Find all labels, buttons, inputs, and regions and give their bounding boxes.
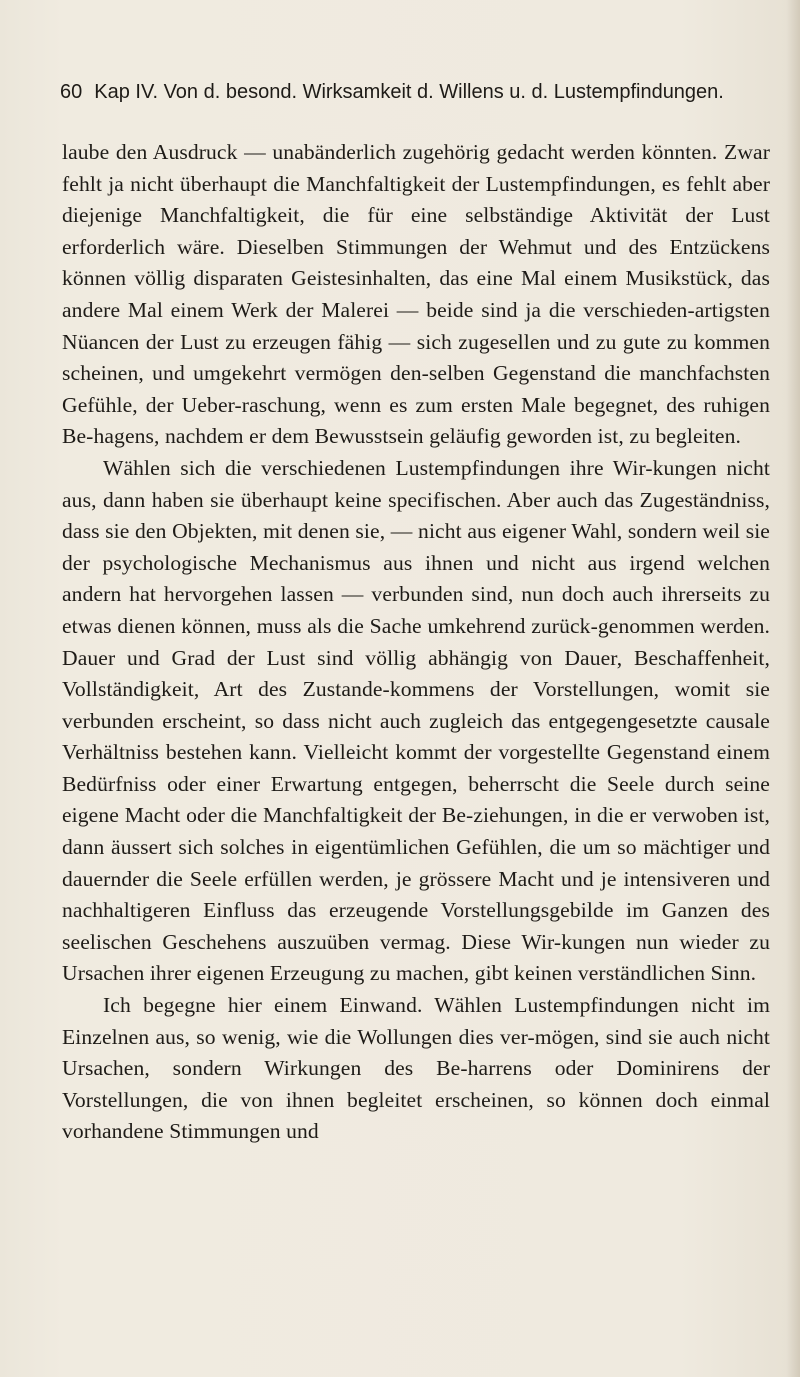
page-edge-shadow bbox=[786, 0, 800, 1377]
paragraph-2: Wählen sich die verschiedenen Lustempfindungen ihre Wir-kungen nicht aus, dann haben sie überhaupt keine specifischen. Aber auch das Zugeständniss, dass sie den Objekten, mit denen sie, — nicht aus eigener Wahl, sondern weil sie der psychologische Mechanismus aus ihnen und nicht aus irgend welchen andern hat hervorgehen lassen — verbunden sind, nun doch auch ihrerseits zu etwas dienen können, muss als die Sache umkehrend zurück-genommen werden. Dauer und Grad der Lust sind völlig abhängig von Dauer, Beschaffenheit, Vollständigkeit, Art des Zustande-kommens der Vorstellungen, womit sie verbunden erscheint, so dass nicht auch zugleich das entgegengesetzte causale Verhältniss bestehen kann. Vielleicht kommt der vorgestellte Gegenstand einem Bedürfniss oder einer Erwartung entgegen, beherrscht die Seele durch seine eigene Macht oder die Manchfaltigkeit der Be-ziehungen, in die er verwoben ist, dann äussert sich solches in eigentümlichen Gefühlen, die um so mächtiger und dauernder die Seele erfüllen werden, je grössere Macht und je intensiveren und nachhaltigeren Einfluss das erzeugende Vorstellungsgebilde im Ganzen des seelischen Geschehens auszuüben vermag. Diese Wir-kungen nun wieder zu Ursachen ihrer eigenen Erzeugung zu machen, gibt keinen verständlichen Sinn. bbox=[62, 455, 770, 986]
body-text bbox=[62, 137, 770, 1148]
running-header bbox=[60, 79, 795, 105]
page-number: 60 bbox=[60, 81, 83, 103]
paragraph-1: laube den Ausdruck — unabänderlich zugehörig gedacht werden könnten. Zwar fehlt ja nicht überhaupt die Manchfaltigkeit der Lustempfindungen, es fehlt aber diejenige Manchfaltigkeit, die für eine selbständige Aktivität der Lust erforderlich wäre. Dieselben Stimmungen der Wehmut und des Entzückens können völlig disparaten Geistesinhalten, das eine Mal einem Musikstück, das andere Mal einem Werk der Malerei — beide sind ja die verschieden-artigsten Nüancen der Lust zu erzeugen fähig — sich zugesellen und zu gute zu kommen scheinen, und umgekehrt vermögen den-selben Gegenstand die manchfachsten Gefühle, der Ueber-raschung, wenn es zum ersten Male begegnet, des ruhigen Be-hagens, nachdem er dem Bewusstsein geläufig geworden ist, zu begleiten. bbox=[62, 140, 770, 449]
paragraph-3: Ich begegne hier einem Einwand. Wählen Lustempfindungen nicht im Einzelnen aus, so wenig, wie die Wollungen dies ver-mögen, sind sie auch nicht Ursachen, sondern Wirkungen des Be-harrens oder Dominirens der Vorstellungen, die von ihnen begleitet erscheinen, so können doch einmal vorhandene Stimmungen und bbox=[62, 993, 770, 1144]
running-title: Kap IV. Von d. besond. Wirksamkeit d. Willens u. d. Lustempfindungen. bbox=[94, 81, 724, 103]
